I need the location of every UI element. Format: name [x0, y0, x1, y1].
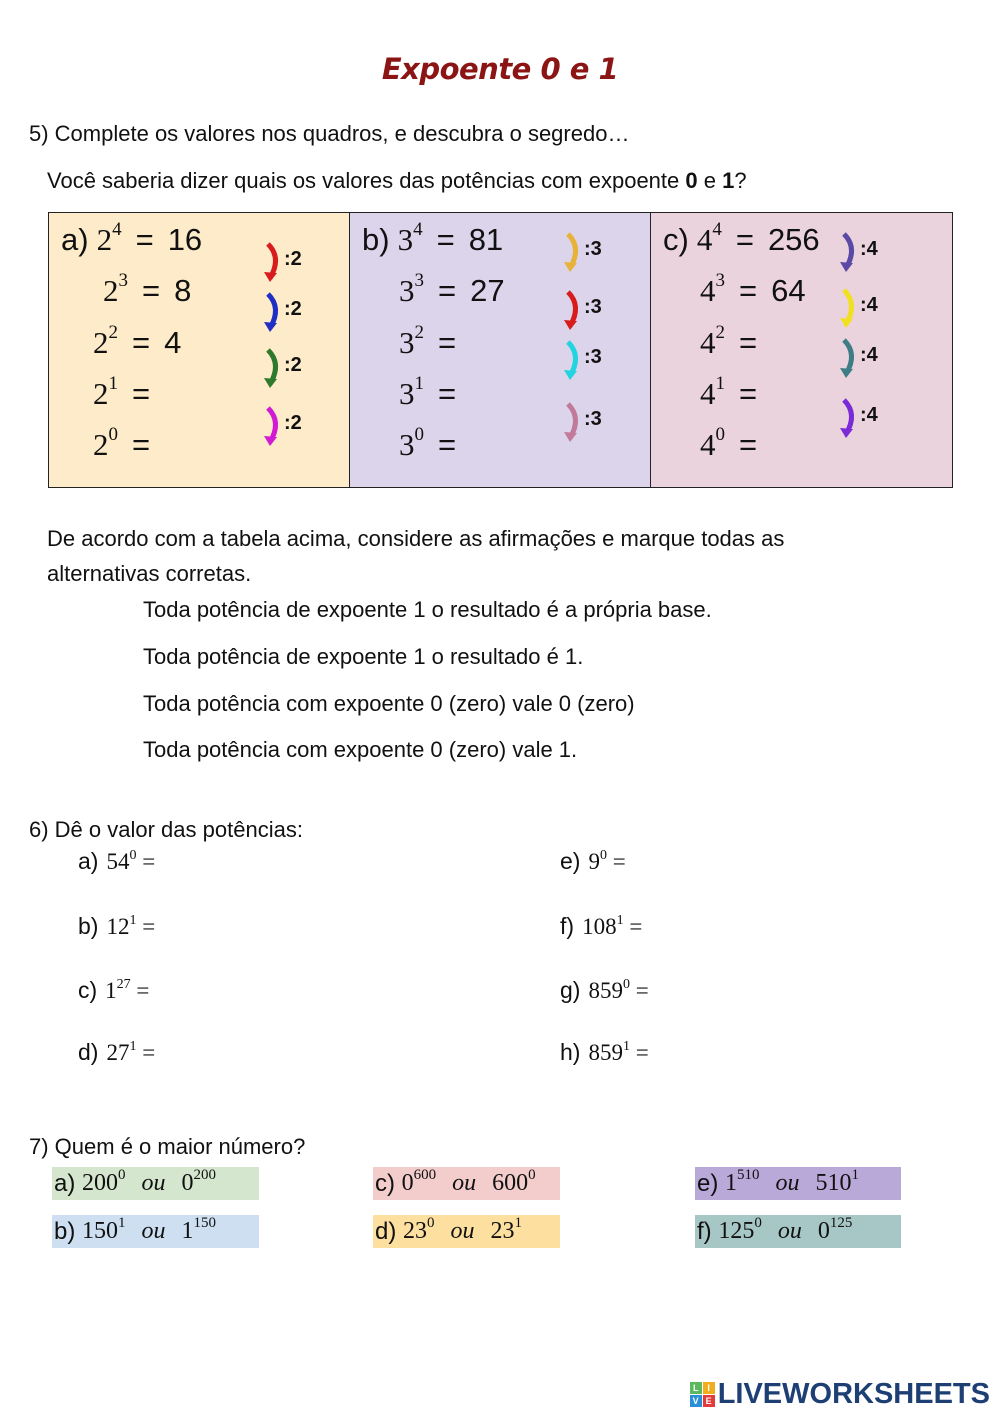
power-exponent: 1: [715, 373, 725, 394]
power-exponent: 0: [108, 424, 118, 445]
equals-sign: =: [629, 1040, 649, 1065]
option-checkbox-4[interactable]: Toda potência com expoente 0 (zero) vale 1.: [143, 737, 578, 762]
power-answer-input[interactable]: [771, 325, 831, 361]
column-label: a): [61, 222, 89, 257]
power-row: [399, 424, 530, 463]
option-checkbox-1[interactable]: Toda potência de expoente 1 o resultado é a própria base.: [143, 597, 712, 622]
exercise-exponent: 1: [622, 1039, 630, 1054]
option-label: b): [54, 1217, 83, 1245]
equals-sign: =: [739, 325, 758, 360]
first-power[interactable]: $0^{600}$: [401, 1167, 437, 1196]
divide-label: :4: [860, 404, 878, 426]
option-label: d): [375, 1217, 404, 1245]
exercise-label: a): [78, 848, 99, 874]
exercise-label: d): [78, 1039, 99, 1065]
divide-label: :4: [860, 294, 878, 316]
divide-arrow-icon: [562, 230, 622, 274]
power-exponent: 2: [414, 322, 424, 343]
divide-arrow-icon: [838, 396, 898, 440]
power-base: $4^1$: [700, 373, 725, 411]
question-7-heading: 7) Quem é o maior número?: [29, 1134, 306, 1159]
power-exercise: [560, 848, 746, 875]
question-5-subheading: [47, 168, 747, 194]
divide-arrow-icon: [562, 288, 622, 332]
power-answer-input[interactable]: [164, 427, 224, 463]
power-exercise: [78, 913, 275, 940]
divide-label: :2: [284, 298, 302, 320]
answer-input[interactable]: [649, 977, 769, 1004]
power-row: [103, 270, 234, 309]
option-label: e): [697, 1169, 726, 1197]
power-base: $2^3$: [103, 270, 128, 308]
power-base: $2^1$: [93, 373, 118, 411]
power-base: $3^3$: [399, 270, 424, 308]
divide-arrow-icon: [262, 346, 322, 390]
second-power[interactable]: $510^1$: [815, 1167, 860, 1196]
divide-arrow-icon: [262, 290, 322, 334]
column-label: b): [362, 222, 390, 257]
instruction-line-1: De acordo com a tabela acima, considere as afirmações e marque todas as: [47, 526, 785, 551]
exponent: 200: [193, 1167, 217, 1183]
column-label: c): [663, 222, 689, 257]
sub-bold-1: 1: [722, 168, 735, 193]
power-row: [93, 322, 224, 361]
answer-input[interactable]: [155, 848, 275, 875]
equals-sign: =: [735, 222, 754, 257]
divide-arrow-icon: [562, 400, 622, 444]
equals-sign: =: [739, 427, 758, 462]
power-exponent: 4: [413, 219, 423, 240]
sub-bold-0: 0: [685, 168, 698, 193]
exponent: 0: [118, 1167, 126, 1183]
equals-sign: =: [136, 849, 156, 874]
exercise-base: $9^0$: [588, 848, 607, 874]
compare-option-d[interactable]: [373, 1215, 560, 1248]
sub-text-mid: e: [697, 168, 723, 193]
equals-sign: =: [438, 427, 457, 462]
power-exercise: [78, 1039, 275, 1066]
option-label: a): [54, 1169, 83, 1197]
power-exponent: 2: [108, 322, 118, 343]
power-row: [399, 270, 530, 309]
power-row: [61, 219, 228, 258]
or-word: ou: [452, 1170, 477, 1196]
answer-input[interactable]: [155, 913, 275, 940]
divide-arrow-icon: [838, 286, 898, 330]
or-word: ou: [777, 1218, 802, 1244]
first-power[interactable]: $23^0$: [403, 1215, 435, 1244]
power-exponent: 0: [715, 424, 725, 445]
power-base: $2^0$: [93, 424, 118, 462]
sub-text-end: ?: [734, 168, 747, 193]
power-row: [663, 219, 828, 258]
exponent: 600: [413, 1167, 437, 1183]
equals-sign: =: [623, 914, 643, 939]
divide-label: :4: [860, 238, 878, 260]
exercise-label: c): [78, 977, 98, 1003]
first-power[interactable]: $125^0$: [718, 1215, 762, 1244]
logo-text: LIVEWORKSHEETS: [717, 1378, 990, 1410]
first-power[interactable]: $150^1$: [82, 1215, 126, 1244]
power-base: $3^0$: [399, 424, 424, 462]
second-power[interactable]: $0^{200}$: [181, 1167, 217, 1196]
power-row: [93, 424, 224, 463]
power-answer-input[interactable]: [164, 376, 224, 412]
power-exercise: [560, 977, 769, 1004]
option-checkbox-3[interactable]: Toda potência com expoente 0 (zero) vale 0 (zero): [143, 691, 635, 716]
exercise-base: $54^0$: [106, 848, 137, 874]
or-word: ou: [450, 1218, 475, 1244]
power-value: 4: [164, 325, 182, 360]
power-exponent: 3: [715, 270, 725, 291]
divide-arrow-icon: [262, 240, 322, 284]
divide-label: :2: [284, 412, 302, 434]
exercise-label: b): [78, 913, 99, 939]
exercise-label: e): [560, 848, 581, 874]
divide-arrow-icon: [838, 336, 898, 380]
power-answer-input[interactable]: [771, 427, 831, 463]
exponent: 1: [118, 1215, 126, 1231]
power-exercise: [78, 977, 269, 1004]
divide-label: :3: [584, 346, 602, 368]
equals-sign: =: [132, 427, 151, 462]
power-exponent: 3: [414, 270, 424, 291]
exercise-exponent: 1: [129, 913, 137, 928]
option-checkbox-2[interactable]: Toda potência de expoente 1 o resultado é 1.: [143, 644, 584, 669]
first-power[interactable]: $200^0$: [82, 1167, 126, 1196]
power-row: [362, 219, 529, 258]
answer-input[interactable]: [642, 913, 762, 940]
exponent: 0: [528, 1167, 536, 1183]
power-exponent: 0: [414, 424, 424, 445]
power-exercise: [560, 913, 762, 940]
compare-option-c[interactable]: [373, 1167, 560, 1200]
power-exponent: 4: [712, 219, 722, 240]
second-power[interactable]: $600^0$: [492, 1167, 536, 1196]
equals-sign: =: [136, 914, 156, 939]
power-exercise: [78, 848, 275, 875]
power-base: $3^1$: [399, 373, 424, 411]
exercise-exponent: 1: [129, 1039, 137, 1054]
option-label: f): [697, 1217, 719, 1245]
equals-sign: =: [132, 376, 151, 411]
compare-option-e[interactable]: [695, 1167, 901, 1200]
equals-sign: =: [438, 273, 457, 308]
power-base: $4^0$: [700, 424, 725, 462]
power-exponent: 2: [715, 322, 725, 343]
equals-sign: =: [739, 273, 758, 308]
exponent: 1: [514, 1215, 523, 1231]
divide-label: :3: [584, 238, 602, 260]
compare-option-b[interactable]: [52, 1215, 259, 1248]
exercise-exponent: 0: [129, 848, 137, 863]
equals-sign: =: [142, 273, 161, 308]
power-value: 64: [771, 273, 806, 308]
power-base: $2^2$: [93, 322, 118, 360]
first-power[interactable]: $1^{510}$: [725, 1167, 760, 1196]
exercise-exponent: 27: [116, 977, 131, 992]
sub-text: Você saberia dizer quais os valores das potências com expoente: [47, 168, 686, 193]
exercise-base: $859^1$: [588, 1039, 630, 1065]
question-6-heading: 6) Dê o valor das potências:: [29, 817, 303, 842]
power-row: [399, 322, 530, 361]
power-row: [700, 373, 831, 412]
power-exponent: 1: [108, 373, 118, 394]
power-value: 8: [174, 273, 192, 308]
divide-label: :4: [860, 344, 878, 366]
power-exponent: 4: [112, 219, 122, 240]
equals-sign: =: [606, 849, 626, 874]
power-base: $4^4$: [696, 219, 722, 257]
exercise-base: $108^1$: [582, 913, 624, 939]
or-word: ou: [775, 1170, 800, 1196]
exercise-base: $859^0$: [588, 977, 630, 1003]
divide-label: :2: [284, 354, 302, 376]
compare-option-f[interactable]: [695, 1215, 901, 1248]
power-row: [700, 322, 831, 361]
power-row: [93, 373, 224, 412]
power-value: 27: [470, 273, 505, 308]
power-base: $2^4$: [96, 219, 122, 257]
exercise-base: $27^1$: [106, 1039, 137, 1065]
exercise-label: g): [560, 977, 581, 1003]
exercise-exponent: 1: [616, 913, 624, 928]
power-row: [700, 270, 831, 309]
compare-option-a[interactable]: [52, 1167, 259, 1200]
second-power[interactable]: $0^{125}$: [817, 1215, 853, 1244]
power-answer-input[interactable]: [470, 376, 530, 412]
power-exponent: 1: [414, 373, 424, 394]
exponent: 1: [851, 1167, 860, 1183]
power-value: 256: [767, 222, 820, 257]
equals-sign: =: [135, 222, 154, 257]
second-power[interactable]: $23^1$: [490, 1215, 523, 1244]
instruction-line-2: alternativas corretas.: [47, 561, 252, 586]
exercise-label: h): [560, 1039, 581, 1065]
question-5-heading: 5) Complete os valores nos quadros, e descubra o segredo…: [29, 121, 630, 146]
exponent: 150: [193, 1215, 217, 1231]
exponent: 0: [754, 1215, 762, 1231]
or-word: ou: [141, 1218, 166, 1244]
option-label: c): [375, 1169, 402, 1197]
equals-sign: =: [629, 978, 649, 1003]
power-base: $3^4$: [397, 219, 423, 257]
worksheet-title: Expoente 0 e 1: [381, 52, 619, 86]
exercise-base: $12^1$: [106, 913, 137, 939]
divide-label: :3: [584, 296, 602, 318]
answer-input[interactable]: [626, 848, 746, 875]
power-value: 81: [468, 222, 504, 257]
power-exercise: [560, 1039, 769, 1066]
divide-arrow-icon: [562, 338, 622, 382]
power-row: [700, 424, 831, 463]
exercise-label: f): [560, 913, 575, 939]
divide-label: :2: [284, 248, 302, 270]
exercise-base: $1^{27}$: [105, 977, 131, 1003]
equals-sign: =: [436, 222, 455, 257]
equals-sign: =: [132, 325, 151, 360]
exercise-exponent: 0: [622, 977, 630, 992]
equals-sign: =: [438, 325, 457, 360]
power-exponent: 3: [118, 270, 128, 291]
power-row: [399, 373, 530, 412]
answer-input[interactable]: [649, 1039, 769, 1066]
exponent: 0: [427, 1215, 435, 1231]
power-base: $3^2$: [399, 322, 424, 360]
power-answer-input[interactable]: [771, 376, 831, 412]
power-base: $4^2$: [700, 322, 725, 360]
logo-cubes-icon: L I V E: [690, 1382, 715, 1407]
divide-arrow-icon: [262, 404, 322, 448]
answer-input[interactable]: [149, 977, 269, 1004]
equals-sign: =: [136, 1040, 156, 1065]
answer-input[interactable]: [155, 1039, 275, 1066]
equals-sign: =: [130, 978, 150, 1003]
power-base: $4^3$: [700, 270, 725, 308]
power-answer-input[interactable]: [470, 427, 530, 463]
exercise-exponent: 0: [599, 848, 607, 863]
exponent: 125: [829, 1215, 853, 1231]
second-power[interactable]: $1^{150}$: [181, 1215, 217, 1244]
divide-label: :3: [584, 408, 602, 430]
equals-sign: =: [739, 376, 758, 411]
exponent: 510: [737, 1167, 760, 1183]
power-value: 16: [167, 222, 203, 257]
power-answer-input[interactable]: [470, 325, 530, 361]
equals-sign: =: [438, 376, 457, 411]
divide-arrow-icon: [838, 230, 898, 274]
liveworksheets-logo: [690, 1378, 990, 1411]
or-word: ou: [141, 1170, 166, 1196]
